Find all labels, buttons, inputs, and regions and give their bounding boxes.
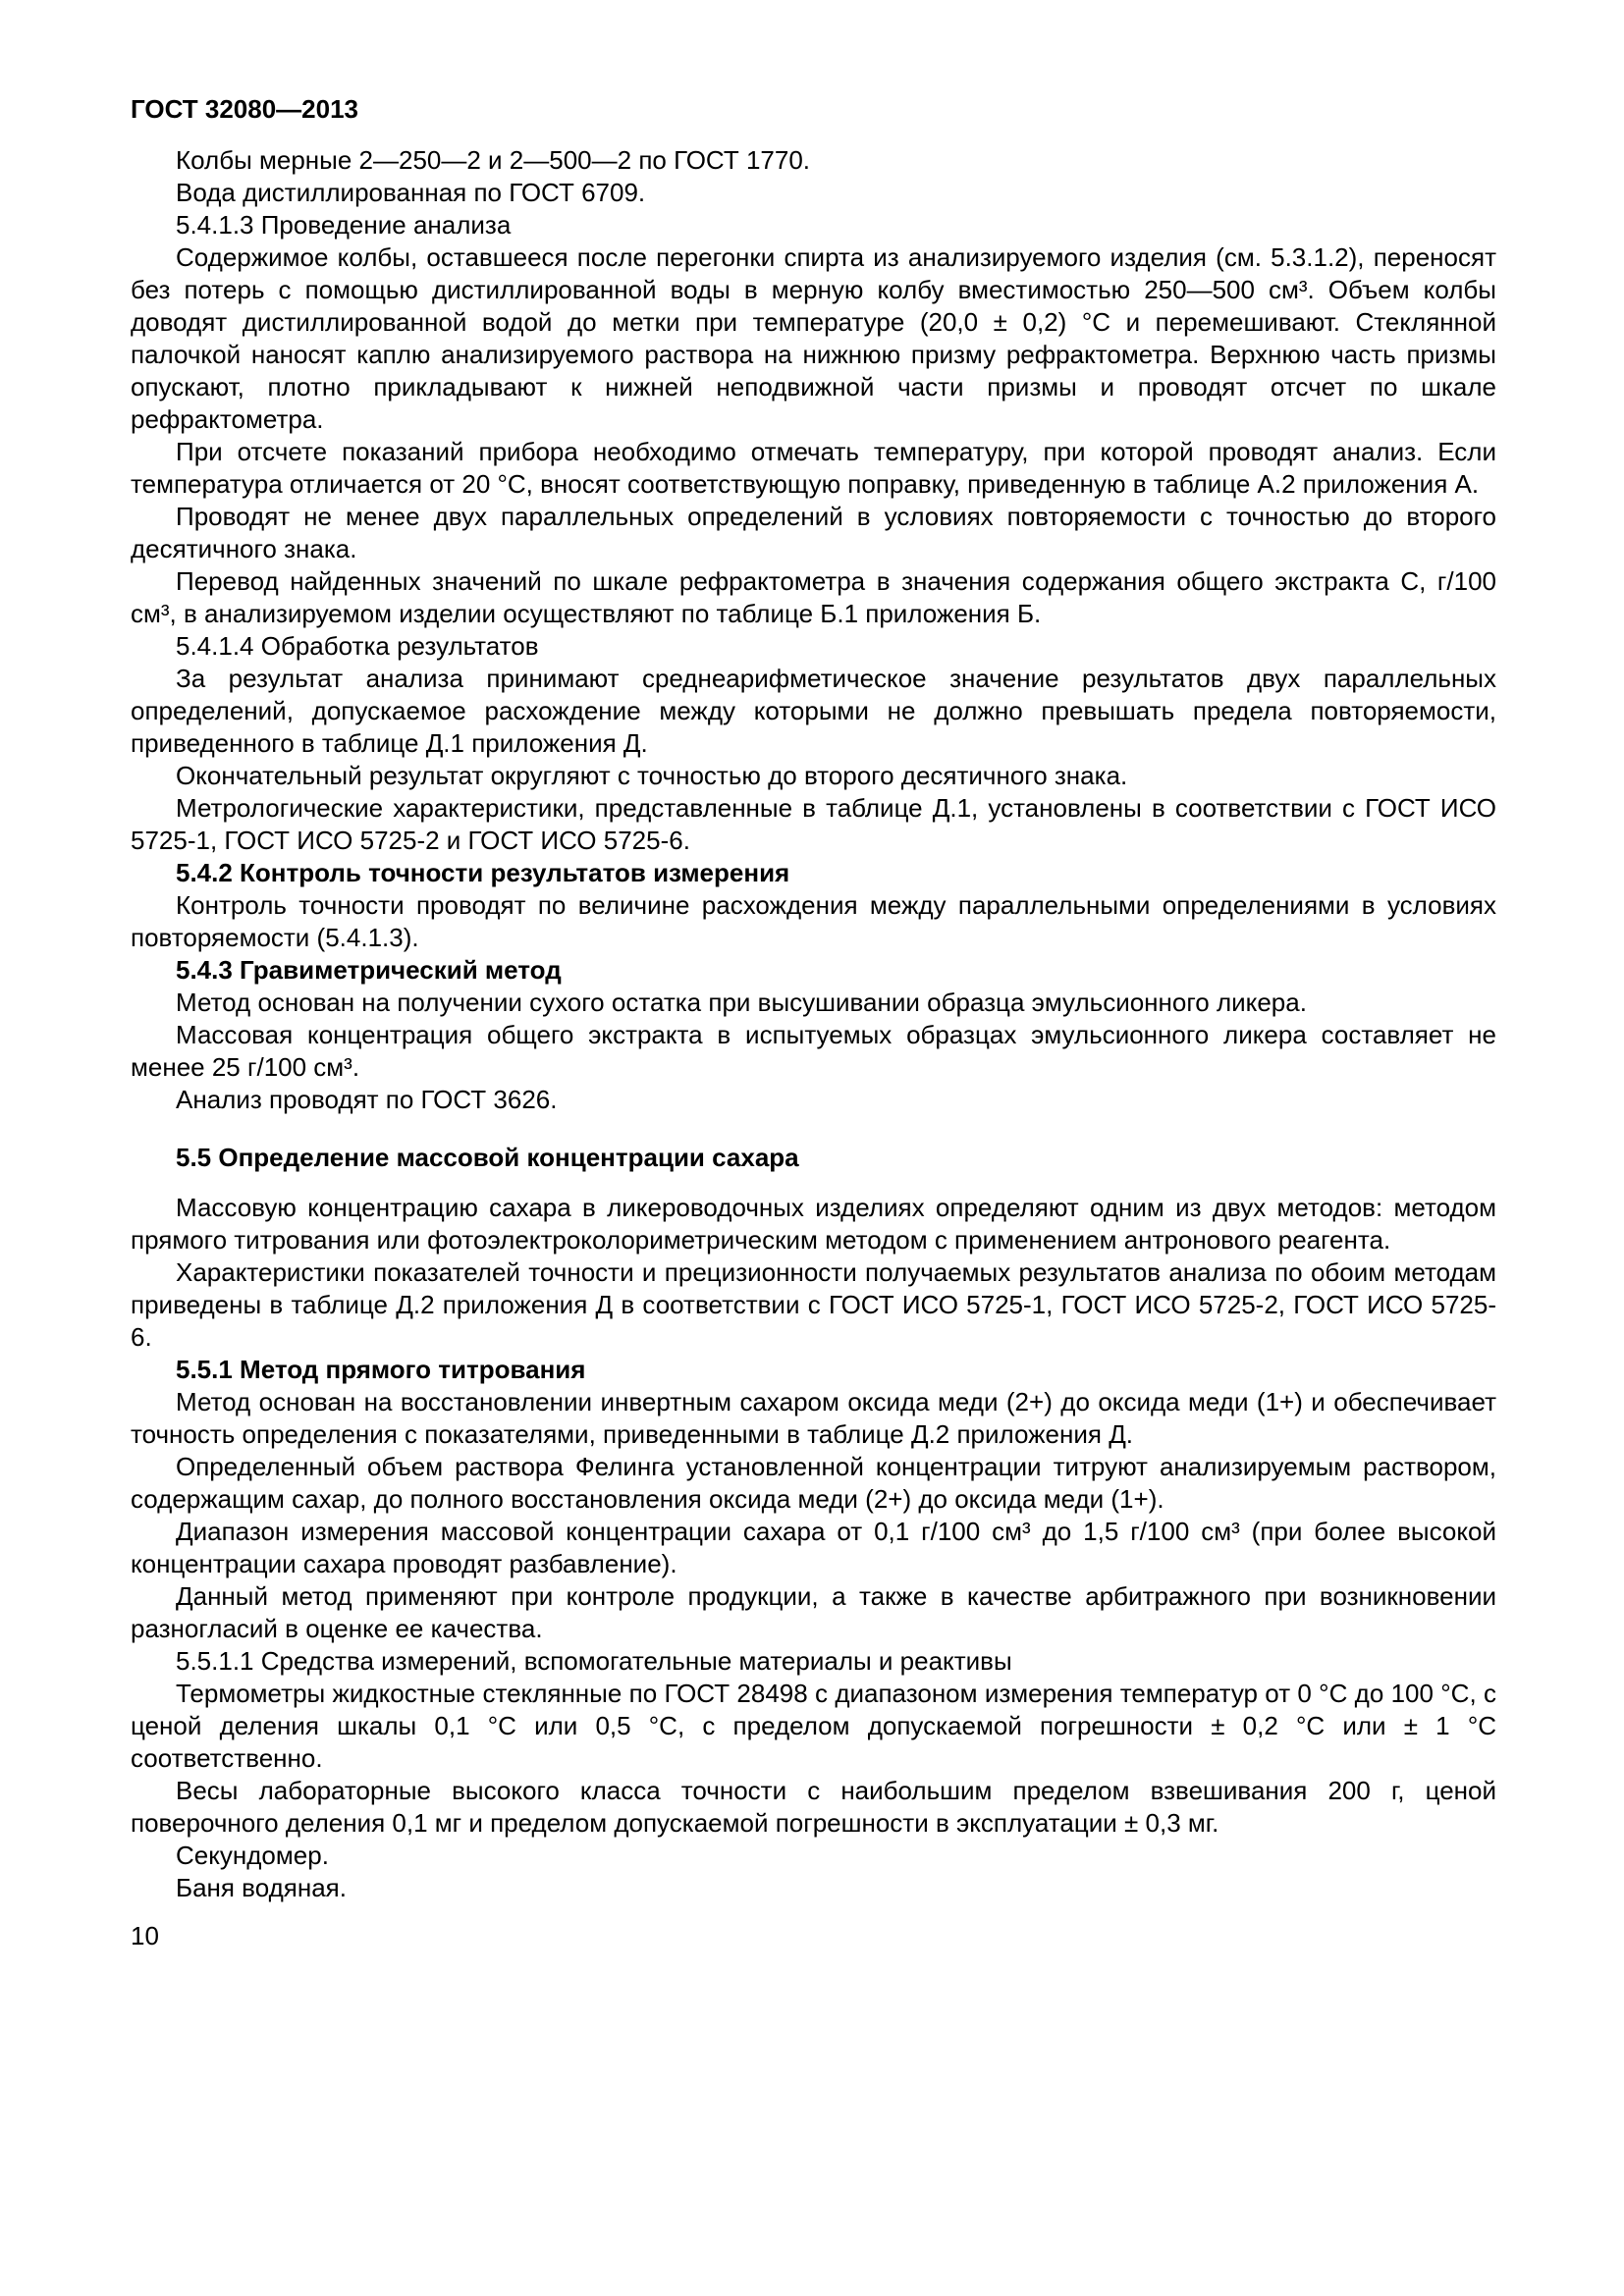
page-number: 10 (131, 1921, 159, 1950)
paragraph: Диапазон измерения массовой концентрации сахара от 0,1 г/100 см³ до 1,5 г/100 см³ (при более высокой концентрации сахара проводят разбавление). (131, 1517, 1496, 1578)
paragraph: Окончательный результат округляют с точностью до второго десятичного знака. (176, 761, 1128, 790)
paragraph: Проводят не менее двух параллельных определений в условиях повторяемости с точностью до второго десятичного знака. (131, 502, 1496, 563)
paragraph: Анализ проводят по ГОСТ 3626. (176, 1085, 558, 1114)
paragraph: Массовая концентрация общего экстракта в испытуемых образцах эмульсионного ликера составляет не менее 25 г/100 см³. (131, 1020, 1496, 1082)
paragraph: Данный метод применяют при контроле продукции, а также в качестве арбитражного при возникновении разногласий в оценке ее качества. (131, 1581, 1496, 1643)
paragraph: Термометры жидкостные стеклянные по ГОСТ 28498 с диапазоном измерения температур от 0 °С до 100 °С, с ценой деления шкалы 0,1 °С или 0,5 °С, с пределом допускаемой погрешности ± 0,2 °С или ± 1 °С соответственно. (131, 1679, 1496, 1773)
clause-heading-5-5-1-1: 5.5.1.1 Средства измерений, вспомогательные материалы и реактивы (176, 1646, 1012, 1676)
paragraph: Весы лабораторные высокого класса точности с наибольшим пределом взвешивания 200 г, ценой поверочного деления 0,1 мг и пределом допускаемой погрешности в эксплуатации ± 0,3 мг. (131, 1776, 1496, 1838)
paragraph: За результат анализа принимают среднеарифметическое значение результатов двух параллельных определений, допускаемое расхождение между которыми не должно превышать предела повторяемости, приведенного в таблице Д.1 приложения Д. (131, 664, 1496, 758)
section-heading-5-5: 5.5 Определение массовой концентрации сахара (176, 1143, 799, 1172)
paragraph: Вода дистиллированная по ГОСТ 6709. (176, 178, 646, 207)
paragraph: Колбы мерные 2—250—2 и 2—500—2 по ГОСТ 1770. (176, 145, 811, 175)
paragraph: Контроль точности проводят по величине расхождения между параллельными определениями в условиях повторяемости (5.4.1.3). (131, 890, 1496, 952)
paragraph: Определенный объем раствора Фелинга установленной концентрации титруют анализируемым раствором, содержащим сахар, до полного восстановления оксида меди (2+) до оксида меди (1+). (131, 1452, 1496, 1514)
paragraph: При отсчете показаний прибора необходимо отмечать температуру, при которой проводят анализ. Если температура отличается от 20 °С, вносят соответствующую поправку, приведенную в таблице А.2 приложения А. (131, 437, 1496, 499)
clause-heading-5-4-1-3: 5.4.1.3 Проведение анализа (176, 210, 512, 240)
paragraph: Баня водяная. (176, 1873, 347, 1902)
document-content (131, 144, 1496, 1904)
paragraph: Характеристики показателей точности и прецизионности получаемых результатов анализа по обоим методам приведены в таблице Д.2 приложения Д в соответствии с ГОСТ ИСО 5725-1, ГОСТ ИСО 5725-2, ГОСТ ИСО 5725-6. (131, 1257, 1496, 1352)
clause-heading-5-4-3: 5.4.3 Гравиметрический метод (176, 955, 562, 985)
paragraph: Содержимое колбы, оставшееся после перегонки спирта из анализируемого изделия (см. 5.3.1.2), переносят без потерь с помощью дистиллированной воды в мерную колбу вместимостью 250—500 см³. Объем колбы доводят дистиллированной водой до метки при температуре (20,0 ± 0,2) °С и перемешивают. Стеклянной палочкой наносят каплю анализируемого раствора на нижнюю призму рефрактометра. Верхнюю часть призмы опускают, плотно прикладывают к нижней неподвижной части призмы и проводят отсчет по шкале рефрактометра. (131, 242, 1496, 434)
paragraph: Массовую концентрацию сахара в ликероводочных изделиях определяют одним из двух методов: методом прямого титрования или фотоэлектроколориметрическим методом с применением антронового реагента. (131, 1193, 1496, 1255)
paragraph: Перевод найденных значений по шкале рефрактометра в значения содержания общего экстракта С, г/100 см³, в анализируемом изделии осуществляют по таблице Б.1 приложения Б. (131, 566, 1496, 628)
paragraph: Метод основан на получении сухого остатка при высушивании образца эмульсионного ликера. (176, 988, 1307, 1017)
paragraph: Метрологические характеристики, представленные в таблице Д.1, установлены в соответствии с ГОСТ ИСО 5725-1, ГОСТ ИСО 5725-2 и ГОСТ ИСО 5725-6. (131, 793, 1496, 855)
paragraph: Метод основан на восстановлении инвертным сахаром оксида меди (2+) до оксида меди (1+) и обеспечивает точность определения с показателями, приведенными в таблице Д.2 приложения Д. (131, 1387, 1496, 1449)
clause-heading-5-5-1: 5.5.1 Метод прямого титрования (176, 1355, 586, 1384)
clause-heading-5-4-2: 5.4.2 Контроль точности результатов измерения (176, 858, 790, 887)
document-number: ГОСТ 32080—2013 (131, 94, 358, 124)
clause-heading-5-4-1-4: 5.4.1.4 Обработка результатов (176, 631, 539, 661)
paragraph: Секундомер. (176, 1841, 329, 1870)
